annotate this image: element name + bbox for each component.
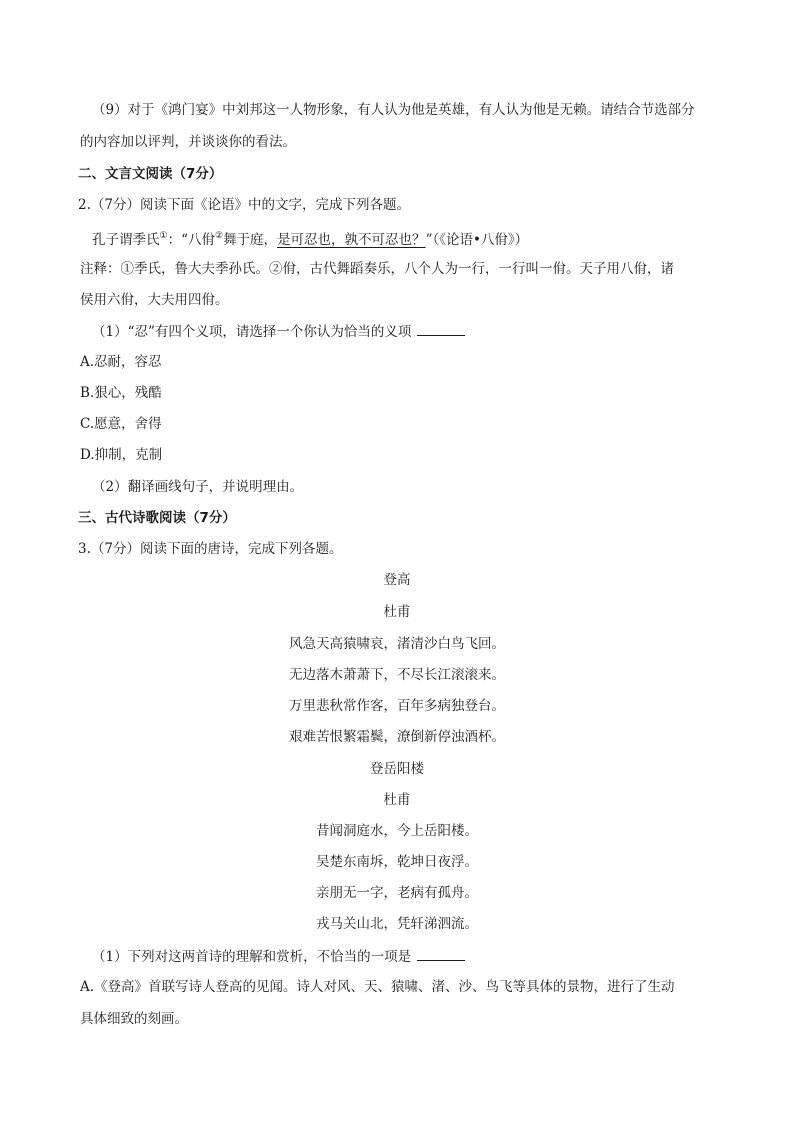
note-mark-2: ② [214,231,224,241]
poem1-title: 登高 [383,572,411,588]
poem2-line: 戎马关山北，凭轩涕泗流。 [316,916,478,932]
answer-blank[interactable] [417,321,465,336]
poem2-line: 昔闻洞庭水，今上岳阳楼。 [316,823,478,839]
q3-intro: 3.（7分）阅读下面的唐诗，完成下列各题。 [78,541,343,557]
section2-heading: 二、文言文阅读（7分） [78,166,223,182]
q3-option-a-line-1: A.《登高》首联写诗人登高的见闻。诗人对风、天、猿啸、渚、沙、鸟飞等具体的景物，进行了生动 [80,979,675,995]
lunyu-passage [92,226,528,250]
poem2-title: 登岳阳楼 [370,761,424,777]
q2-intro: 2.（7分）阅读下面《论语》中的文字，完成下列各题。 [78,197,410,213]
passage-text-3: 舞于庭， [223,232,278,248]
q3-option-a-line-2: 具体细致的刻画。 [80,1011,188,1027]
notes-line-2: 侯用六佾，大夫用四佾。 [80,292,229,308]
passage-text-4: ”（《论语•八佾》） [425,232,529,248]
poem2-line: 亲朋无一字，老病有孤舟。 [316,885,478,901]
q3-sub1 [92,946,465,967]
option-b: B.狠心，残酷 [80,385,162,401]
passage-text-1: 孔子谓季氏 [92,232,160,248]
q9-line-2: 的内容加以评判，并谈谈你的看法。 [80,134,296,150]
poem2-line: 吴楚东南坼，乾坤日夜浮。 [316,854,478,870]
option-d: D.抑制，克制 [80,447,163,463]
option-a: A.忍耐，容忍 [80,354,162,370]
notes-line-1: 注释：①季氏，鲁大夫季孙氏。②佾，古代舞蹈奏乐，八个人为一行，一行叫一佾。天子用八佾，诸 [80,261,674,277]
poem2-author: 杜甫 [383,792,411,808]
section3-heading: 三、古代诗歌阅读（7分） [78,510,236,526]
q3-sub1-text: （1）下列对这两首诗的理解和赏析，不恰当的一项是 [92,949,412,965]
poem1-line: 万里悲秋常作客，百年多病独登台。 [289,698,505,714]
passage-text-2: ：“八佾 [167,232,215,248]
option-c: C.愿意，舍得 [80,416,162,432]
poem1-line: 风急天高猿啸哀，渚清沙白鸟飞回。 [289,636,505,652]
poem1-line: 无边落木萧萧下，不尽长江滚滚来。 [289,667,505,683]
poem1-author: 杜甫 [383,604,411,620]
q9-line-1: （9）对于《鸿门宴》中刘邦这一人物形象，有人认为他是英雄，有人认为他是无赖。请结合节选部分 [92,102,695,118]
q2-sub2: （2）翻译画线句子，并说明理由。 [92,479,304,495]
q2-sub1 [92,321,465,342]
note-mark-1: ① [159,231,168,241]
answer-blank[interactable] [417,946,465,961]
underlined-sentence: 是可忍也，孰不可忍也？ [277,232,426,248]
q2-sub1-text: （1）“忍”有四个义项，请选择一个你认为恰当的义项 [92,324,412,340]
poem1-line: 艰难苦恨繁霜鬓，潦倒新停浊酒杯。 [289,729,505,745]
